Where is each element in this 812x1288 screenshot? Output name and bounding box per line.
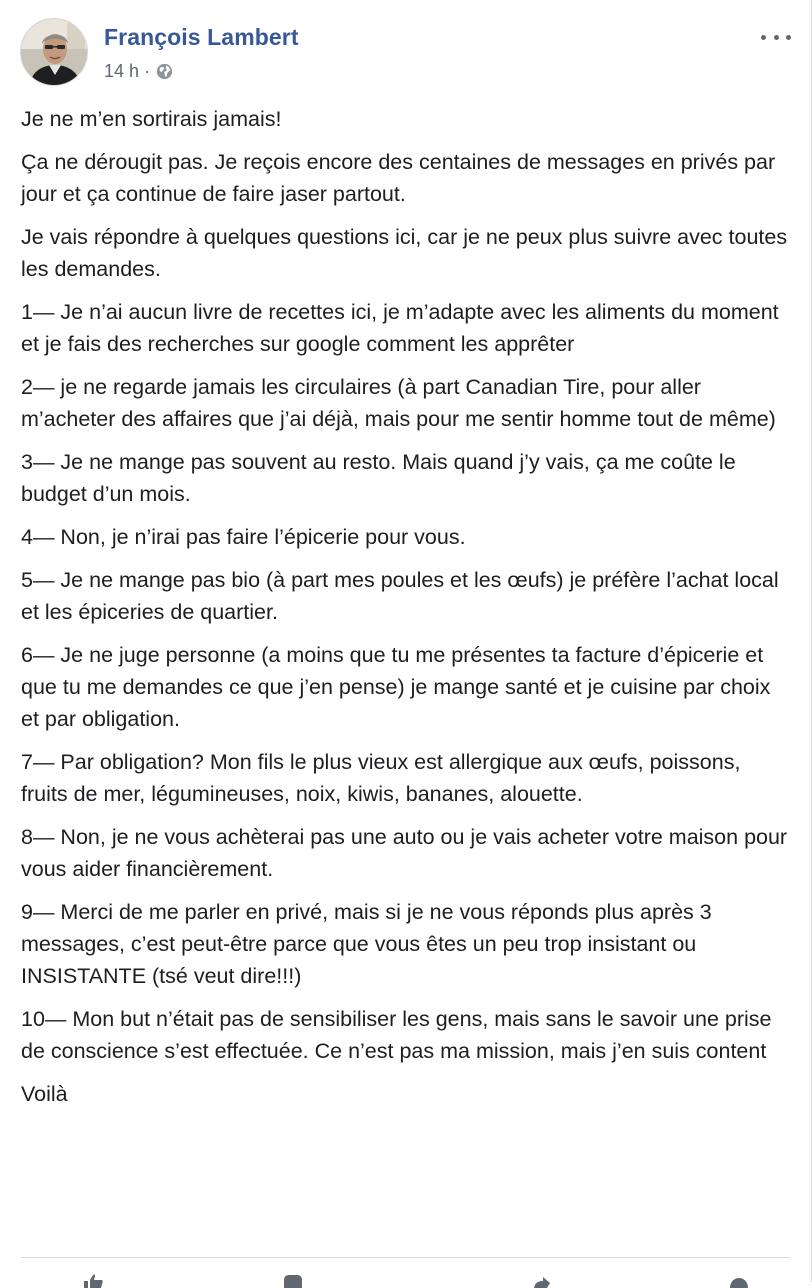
- more-horizontal-icon[interactable]: [761, 28, 791, 46]
- post-paragraph: 4— Non, je n’irai pas faire l’épicerie pour vous.: [21, 525, 466, 549]
- post-meta: [104, 59, 173, 83]
- post-paragraph: 1— Je n’ai aucun livre de recettes ici, je m’adapte avec les aliments du moment et je fais des recherches sur google comment les apprêter: [21, 300, 779, 356]
- post-paragraph: 10— Mon but n’était pas de sensibiliser les gens, mais sans le savoir une prise de conscience s’est effectuée. Ce n’est pas ma mission, mais j’en suis content: [21, 1007, 772, 1063]
- post-body: [21, 103, 789, 1121]
- post-paragraph: 7— Par obligation? Mon fils le plus vieux est allergique aux œufs, poissons, fruits de mer, légumineuses, noix, kiwis, bananes, alouette.: [21, 750, 741, 806]
- post-paragraph: Je ne m’en sortirais jamais!: [21, 107, 282, 131]
- post-paragraph: 9— Merci de me parler en privé, mais si je ne vous réponds plus après 3 messages, c’est peut-être parce que vous êtes un peu trop insistant ou INSISTANTE (tsé veut dire!!!): [21, 900, 712, 988]
- post-header: [20, 18, 791, 90]
- post-paragraph: 3— Je ne mange pas souvent au resto. Mais quand j’y vais, ça me coûte le budget d’un mois.: [21, 450, 736, 506]
- more-dot: [786, 35, 791, 40]
- post-actions-bar: [0, 1262, 811, 1282]
- post-paragraph: 8— Non, je ne vous achèterai pas une auto ou je vais acheter votre maison pour vous aider financièrement.: [21, 825, 788, 881]
- post-paragraph: 6— Je ne juge personne (a moins que tu me présentes ta facture d’épicerie et que tu me demandes ce que j’en pense) je mange santé et je cuisine par choix et par obligation.: [21, 643, 771, 731]
- share-icon[interactable]: [530, 1274, 552, 1288]
- author-name[interactable]: François Lambert: [104, 24, 299, 50]
- avatar[interactable]: [20, 18, 88, 86]
- post-paragraph: 2— je ne regarde jamais les circulaires (à part Canadian Tire, pour aller m’acheter des affaires que j’ai déjà, mais pour me sentir homme tout de même): [21, 375, 776, 431]
- reaction-selector-icon[interactable]: [728, 1274, 750, 1288]
- post-paragraph: Je vais répondre à quelques questions ici, car je ne peux plus suivre avec toutes les demandes.: [21, 225, 788, 281]
- more-dot: [761, 35, 766, 40]
- post-timestamp[interactable]: 14 h: [104, 60, 140, 81]
- avatar-photo: [21, 19, 88, 86]
- post-paragraph: Voilà: [21, 1082, 68, 1106]
- post-paragraph: 5— Je ne mange pas bio (à part mes poules et les œufs) je préfère l’achat local et les épiceries de quartier.: [21, 568, 779, 624]
- like-icon[interactable]: [82, 1274, 104, 1288]
- globe-icon[interactable]: [156, 63, 173, 80]
- meta-separator: ·: [144, 60, 151, 81]
- more-dot: [774, 35, 779, 40]
- actions-divider: [21, 1257, 790, 1258]
- comment-icon[interactable]: [282, 1274, 304, 1288]
- post-paragraph: Ça ne dérougit pas. Je reçois encore des centaines de messages en privés par jour et ça continue de faire jaser partout.: [21, 150, 776, 206]
